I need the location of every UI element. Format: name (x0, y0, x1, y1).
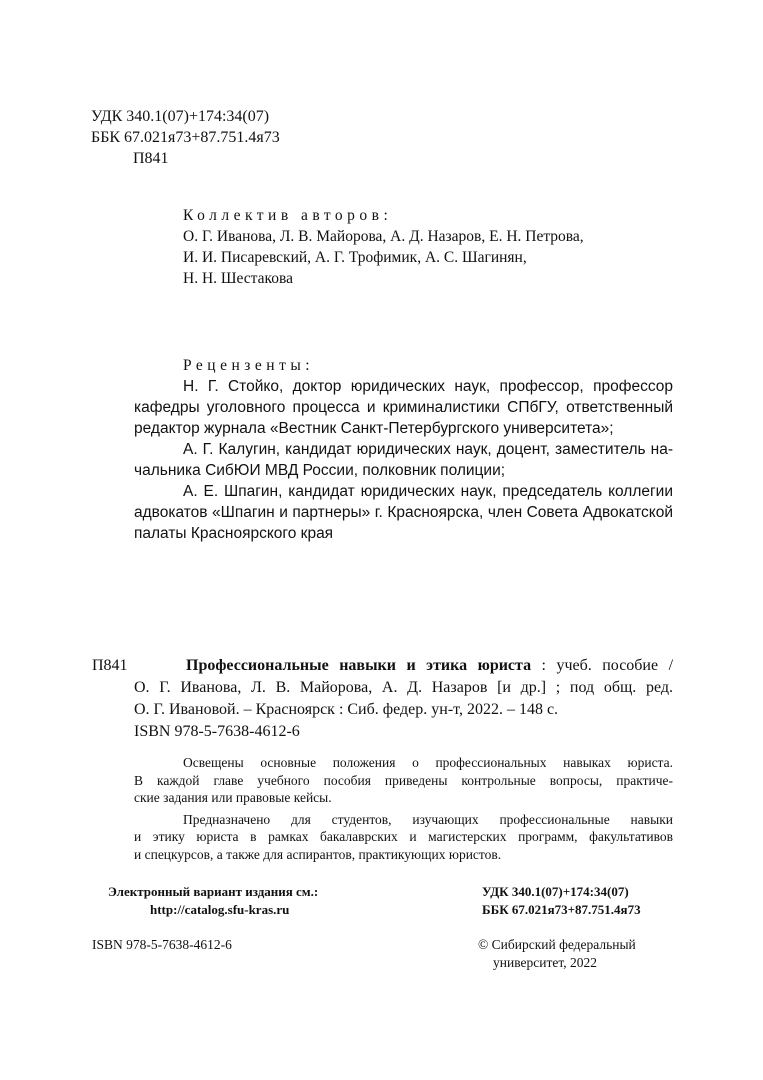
udk-code: УДК 340.1(07)+174:34(07) (91, 108, 270, 125)
authors-heading: Коллектив авторов: (183, 207, 393, 224)
annotation-line: и спецкурсов, а также для аспирантов, практикующих юристов. (134, 846, 502, 862)
book-title: Профессиональные навыки и этика юриста (186, 657, 532, 674)
copyright-block (478, 936, 636, 972)
reviewer-line: кафедры уголовного процесса и криминалистики СПбГУ, ответственный (134, 399, 673, 416)
annotation-block (134, 754, 673, 863)
reviewer-line: палаты Красноярского края (134, 525, 334, 542)
classification-bottom (482, 883, 641, 919)
author-mark: П841 (133, 150, 169, 167)
copyright-line: университет, 2022 (493, 955, 597, 970)
electronic-label: Электронный вариант издания см.: (108, 884, 319, 899)
reviewer-line: чальника СибЮИ МВД России, полковник полиции; (134, 462, 506, 479)
bibliographic-record (134, 655, 673, 743)
book-title-rest: : учеб. пособие / (531, 657, 674, 674)
reviewer-entry (134, 481, 673, 544)
record-author-mark: П841 (92, 657, 128, 674)
reviewer-line: адвокатов «Шпагин и партнеры» г. Красноярска, член Совета Адвокатской (134, 504, 673, 521)
record-isbn: ISBN 978-5-7638-4612-6 (134, 723, 300, 740)
reviewer-line: Н. Г. Стойко, доктор юридических наук, профессор, профессор (183, 378, 673, 395)
annotation-line: и этику юриста в рамках бакалаврских и магистерских программ, факультативов (134, 829, 673, 844)
authors-line: Н. Н. Шестакова (183, 270, 293, 287)
catalog-link[interactable]: http://catalog.sfu-kras.ru (150, 902, 290, 917)
isbn-bottom: ISBN 978-5-7638-4612-6 (92, 937, 232, 952)
reviewer-entry (134, 439, 673, 481)
annotation-line: Освещены основные положения о профессиональных навыках юриста. (183, 755, 673, 770)
reviewers-block (134, 355, 673, 544)
annotation-line: В каждой главе учебного пособия приведены контрольные вопросы, практиче- (134, 772, 673, 788)
classification-top (91, 106, 280, 169)
record-title-line (134, 655, 673, 677)
bbk-code-bottom: ББК 67.021я73+87.751.4я73 (482, 902, 641, 917)
copyright-line: © Сибирский федеральный (478, 937, 636, 952)
reviewers-heading: Рецензенты: (183, 357, 315, 374)
reviewer-entry (134, 376, 673, 439)
annotation-line: Предназначено для студентов, изучающих профессиональные навыки (183, 811, 673, 827)
reviewer-line: редактор журнала «Вестник Санкт-Петербургского университета»; (134, 420, 614, 437)
authors-line: О. Г. Иванова, Л. В. Майорова, А. Д. Назаров, Е. Н. Петрова, (183, 228, 584, 245)
reviewer-line: А. Г. Калугин, кандидат юридических наук, доцент, заместитель на- (183, 441, 673, 458)
reviewer-line: А. Е. Шпагин, кандидат юридических наук, председатель коллегии (183, 483, 673, 500)
record-line: О. Г. Иванова, Л. В. Майорова, А. Д. Назаров [и др.] ; под общ. ред. (134, 679, 673, 696)
electronic-version (108, 883, 318, 919)
udk-code-bottom: УДК 340.1(07)+174:34(07) (482, 884, 629, 899)
bbk-code: ББК 67.021я73+87.751.4я73 (91, 129, 280, 146)
record-line: О. Г. Ивановой. – Красноярск : Сиб. федер. ун-т, 2022. – 148 с. (134, 701, 559, 718)
authors-block (183, 205, 584, 289)
authors-line: И. И. Писаревский, А. Г. Трофимик, А. С. Шагинян, (183, 249, 527, 266)
annotation-line: ские задания или правовые кейсы. (134, 790, 332, 805)
